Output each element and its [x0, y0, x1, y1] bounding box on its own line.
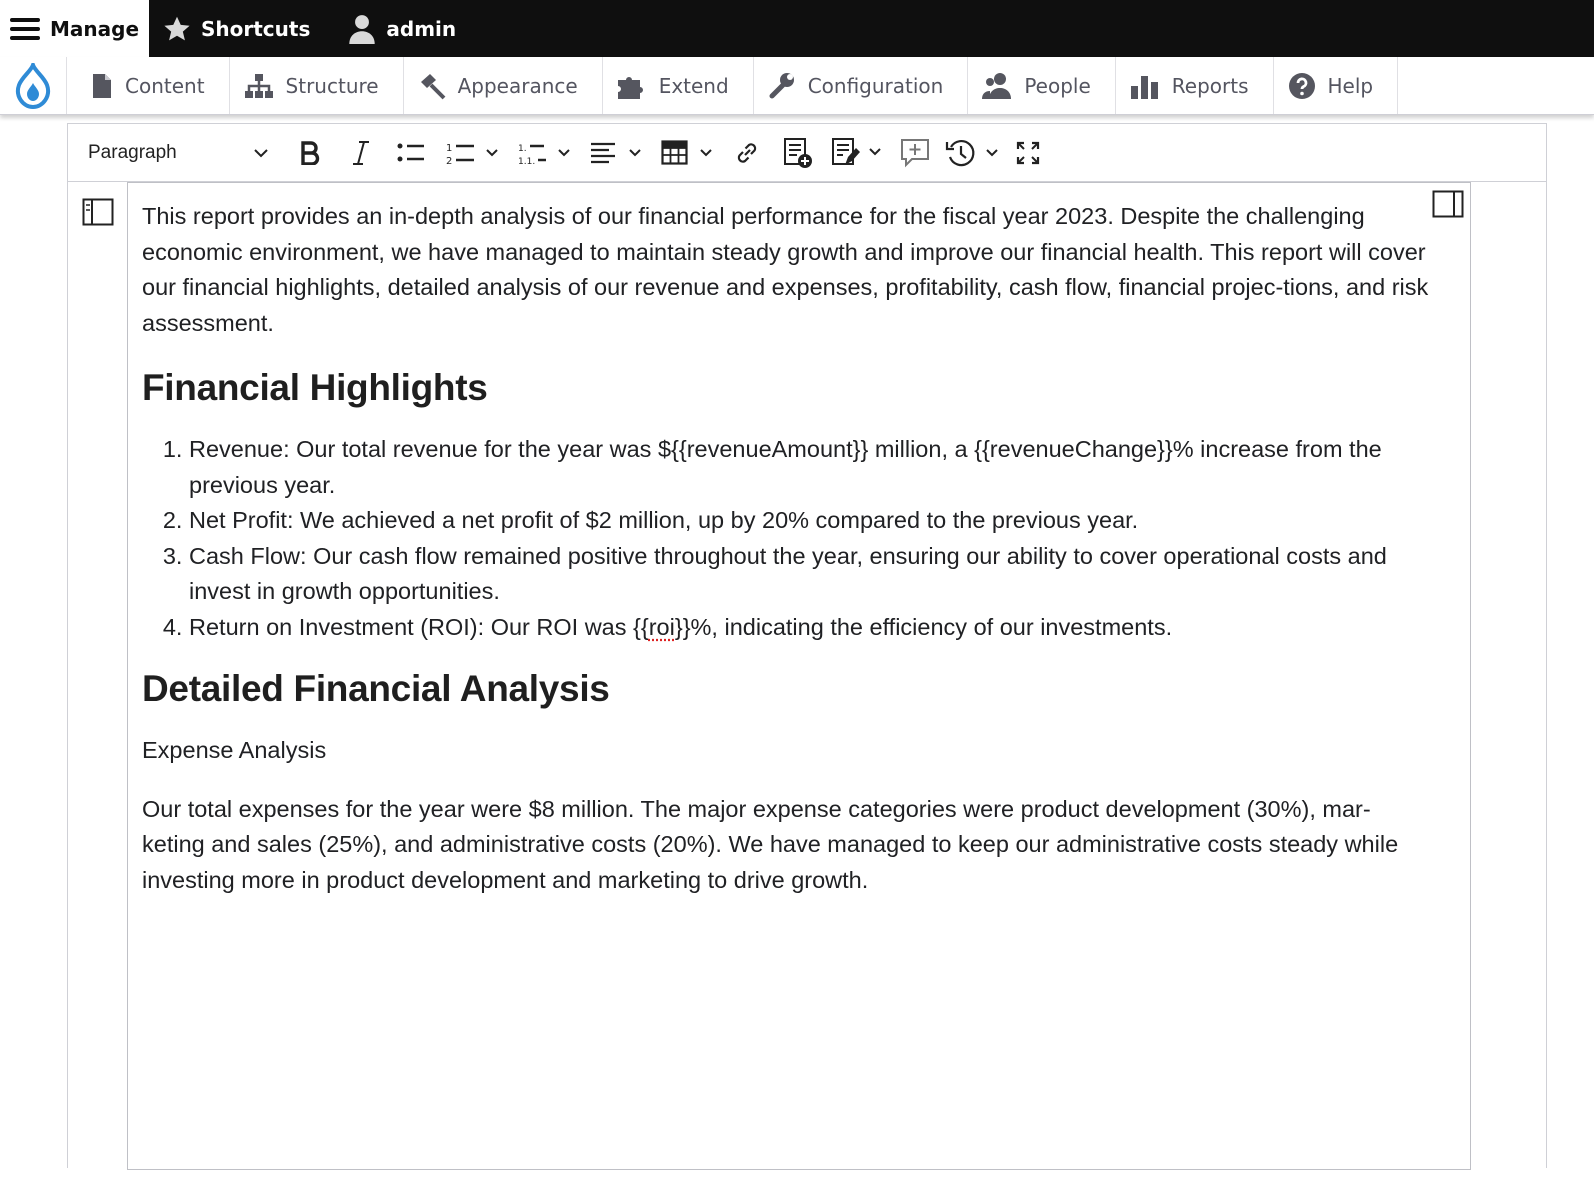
appearance-icon: [418, 72, 446, 100]
nav-people-label: People: [1024, 73, 1091, 98]
list-item: 2. Net Profit: We achieved a net profit of $2 million, up by 20% compared to the previous year.: [189, 503, 1432, 539]
svg-text:1.1.: 1.1.: [518, 156, 536, 165]
shortcuts-button[interactable]: [149, 0, 324, 57]
user-label: admin: [386, 16, 457, 41]
expense-analysis-label: Expense Analysis: [142, 737, 327, 763]
people-icon: [982, 72, 1012, 100]
track-changes-button[interactable]: [824, 133, 890, 173]
nav-reports[interactable]: [1116, 57, 1274, 114]
insert-template-icon: [783, 137, 813, 169]
manage-button[interactable]: [0, 0, 149, 57]
bulleted-list-icon: [397, 142, 425, 164]
admin-menu-tray: [0, 57, 1594, 115]
nav-appearance[interactable]: [404, 57, 603, 114]
manage-label: Manage: [50, 16, 140, 41]
add-comment-button[interactable]: [890, 133, 940, 173]
configuration-icon: [768, 72, 796, 100]
editable-content-area[interactable]: [127, 182, 1471, 1170]
admin-toolbar: [0, 0, 1594, 57]
history-icon: [945, 138, 1001, 168]
bulleted-list-button[interactable]: [386, 133, 436, 173]
list-item: 3. Cash Flow: Our cash flow remained positive throughout the year, ensuring our ability to cover operational costs and invest in growth opportunities.: [189, 539, 1432, 610]
list-item-text-suffix: }}%, indicating the efficiency of our investments.: [674, 613, 1173, 640]
nav-configuration[interactable]: [754, 57, 969, 114]
user-button[interactable]: [324, 0, 470, 57]
table-icon: [661, 140, 713, 166]
nav-help-label: Help: [1327, 73, 1374, 98]
nav-content[interactable]: [67, 57, 230, 114]
list-item: [189, 610, 1432, 646]
revision-history-button[interactable]: [940, 133, 1006, 173]
expense-paragraph: Our total expenses for the year were $8 million. The major expense categories were product development (30%), mar-keting and sales (25%), and administrative costs (20%). We have managed to keep our administrative costs steady while investing more in product development and marketing to drive growth.: [142, 795, 1399, 893]
nav-people[interactable]: [968, 57, 1115, 114]
sidebar-right-icon: [1432, 203, 1464, 222]
alignment-button[interactable]: [580, 133, 652, 173]
user-icon: [348, 14, 376, 44]
highlights-list: [142, 432, 1432, 645]
italic-button[interactable]: [336, 133, 386, 173]
document-outline-toggle[interactable]: [82, 198, 114, 230]
nav-extend-label: Extend: [658, 73, 729, 98]
nav-content-label: Content: [125, 73, 205, 98]
help-icon: [1288, 72, 1316, 100]
list-item: 1. Revenue: Our total revenue for the year was ${{revenueAmount}} million, a {{revenueChange}}% increase from the previous year.: [189, 432, 1432, 503]
editor-toolbar: [68, 124, 1546, 182]
nav-configuration-label: Configuration: [807, 73, 944, 98]
spellcheck-flagged-word[interactable]: roi: [648, 613, 675, 640]
reports-icon: [1130, 72, 1160, 100]
insert-table-button[interactable]: [652, 133, 722, 173]
heading-dropdown-value: Paragraph: [88, 141, 177, 163]
nav-structure[interactable]: [230, 57, 404, 114]
nav-reports-label: Reports: [1171, 73, 1249, 98]
document-body[interactable]: [142, 199, 1432, 923]
star-icon: [163, 15, 191, 43]
sidebar-left-icon: [82, 211, 114, 230]
list-item-text-prefix: Return on Investment (ROI): Our ROI was {{: [189, 613, 649, 640]
svg-text:1.: 1.: [518, 143, 527, 154]
numbered-list-button[interactable]: [436, 133, 508, 173]
track-changes-icon: [831, 137, 883, 169]
multilevel-list-icon: [518, 141, 570, 165]
svg-text:1: 1: [446, 142, 453, 154]
bold-icon: [300, 141, 322, 165]
content-icon: [91, 73, 113, 99]
multilevel-list-button[interactable]: [508, 133, 580, 173]
heading-financial-highlights: Financial Highlights: [142, 367, 488, 408]
heading-detailed-analysis: Detailed Financial Analysis: [142, 668, 610, 709]
extend-icon: [617, 72, 647, 100]
chevron-down-icon: [254, 142, 268, 164]
link-icon: [734, 140, 760, 166]
structure-icon: [244, 73, 274, 99]
heading-dropdown[interactable]: [88, 142, 268, 164]
fullscreen-button[interactable]: [1006, 133, 1050, 173]
numbered-list-icon: [446, 141, 498, 165]
shortcuts-label: Shortcuts: [201, 16, 311, 41]
insert-template-button[interactable]: [772, 133, 824, 173]
fullscreen-icon: [1016, 141, 1040, 165]
nav-extend[interactable]: [603, 57, 754, 114]
nav-help[interactable]: [1274, 57, 1399, 114]
annotations-sidebar-toggle[interactable]: [1432, 190, 1464, 222]
hamburger-icon: [10, 16, 40, 42]
drupal-logo-icon[interactable]: [0, 57, 67, 114]
link-button[interactable]: [722, 133, 772, 173]
nav-structure-label: Structure: [285, 73, 379, 98]
align-left-icon: [590, 141, 642, 165]
ckeditor: [67, 123, 1547, 1168]
comment-add-icon: [900, 138, 930, 168]
svg-text:2: 2: [446, 155, 453, 165]
bold-button[interactable]: [286, 133, 336, 173]
italic-icon: [351, 140, 371, 166]
nav-appearance-label: Appearance: [457, 73, 578, 98]
intro-paragraph: This report provides an in-depth analysis of our financial performance for the fiscal year 2023. Despite the challenging economic environment, we have managed to maintain steady growth and improve our financial health. This report will cover our financial highlights, detailed analysis of our revenue and expenses, profitability, cash flow, financial projec-tions, and risk assessment.: [142, 203, 1429, 336]
